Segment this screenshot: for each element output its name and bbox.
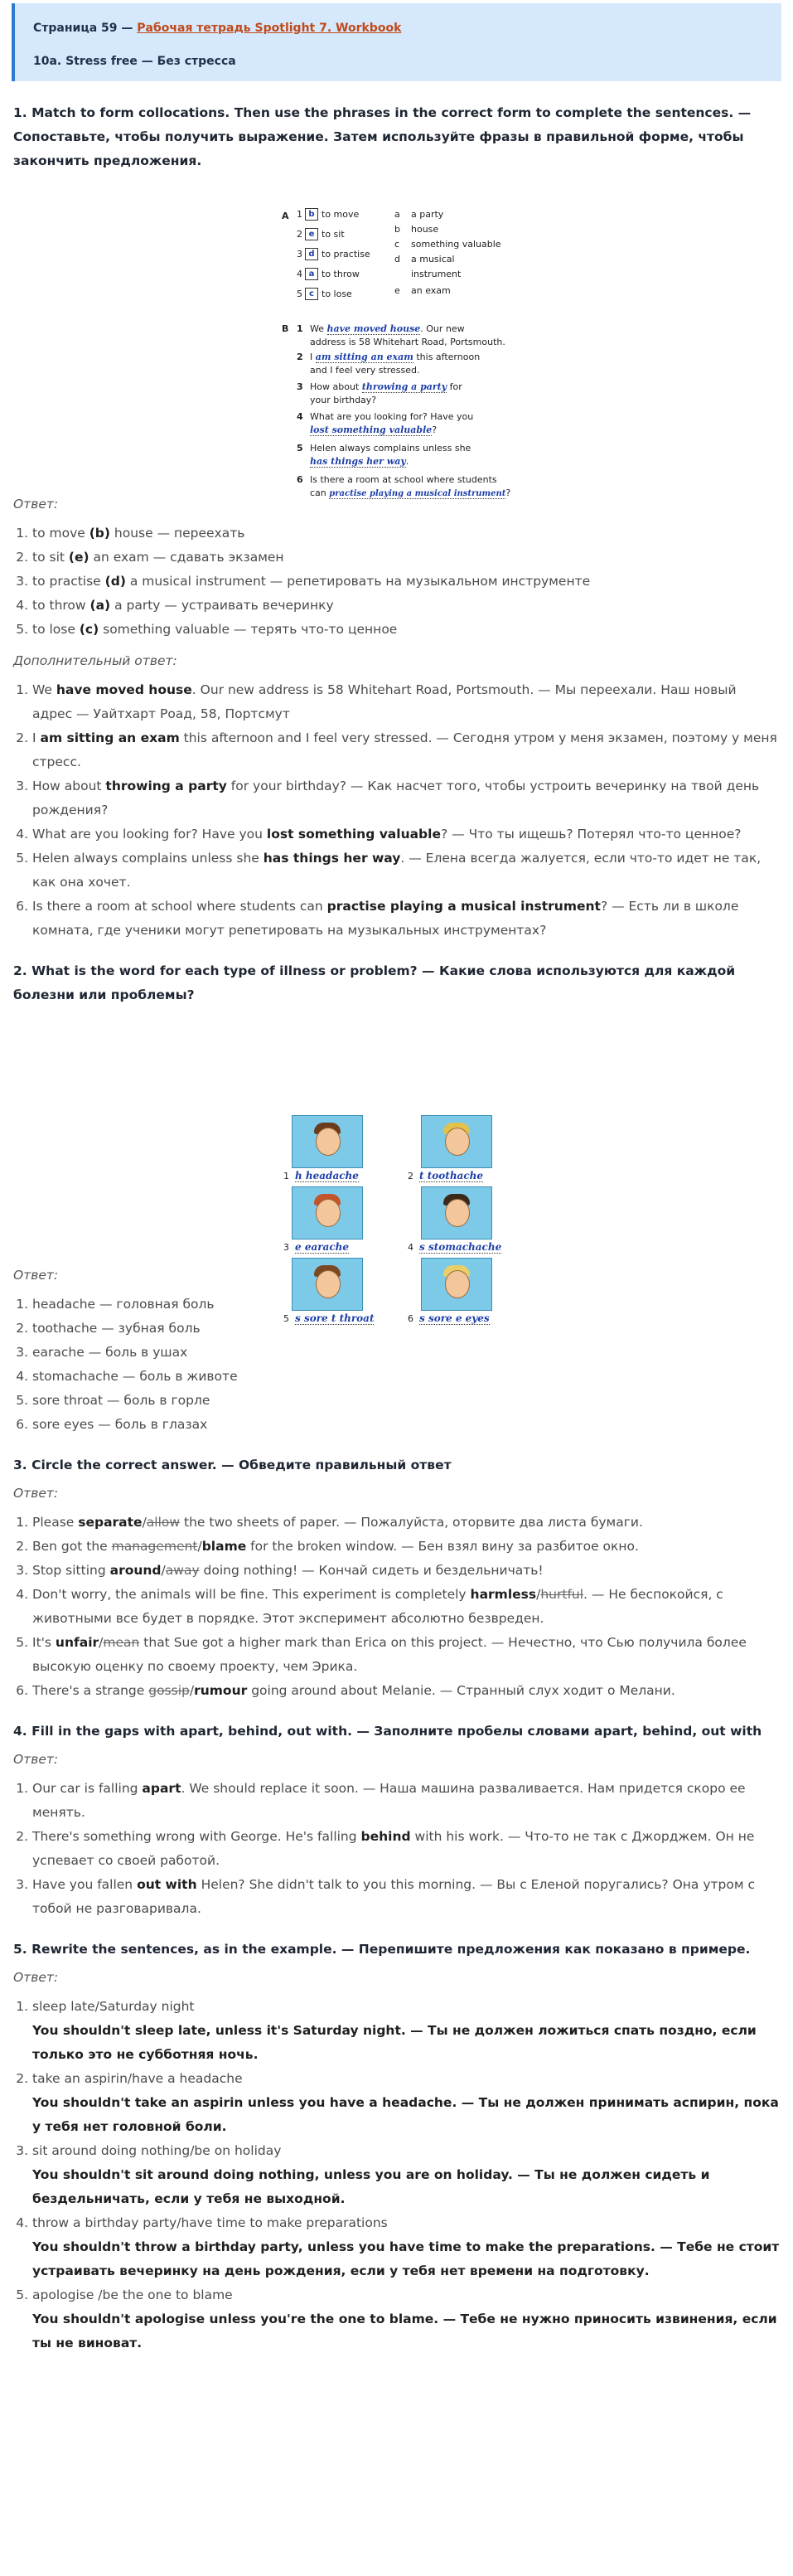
rewrite: You shouldn't take an aspirin unless you have a headache. — Ты не должен принимать аспирин, пока у тебя нет головной боли. — [32, 2095, 779, 2134]
answer-box: b — [305, 208, 318, 221]
rewrite: You shouldn't sit around doing nothing, unless you are on holiday. — Ты не должен сидеть и бездельничать, если у тебя не выходной. — [32, 2167, 710, 2206]
list-item: 2. There's something wrong with George. He's falling behind with his work. — Что-то не так с Джорджем. Он не успевает со своей работой. — [32, 1825, 780, 1873]
handwritten-answer: lost something valuable — [310, 424, 433, 435]
cue: 1. sleep late/Saturday night — [32, 1999, 195, 2014]
page-title — [33, 22, 763, 35]
caption: 3 e earache — [283, 1241, 350, 1253]
list-item: 6. There's a strange gossip/rumour going around about Melanie. — Странный слух ходит о Мелани. — [32, 1679, 780, 1703]
list-item — [32, 2067, 780, 2139]
list-item: 1. We have moved house. Our new address is 58 Whitehart Road, Portsmouth. — Мы переехали. Наш новый адрес — Уайтхарт Роад, 58, Портсмут — [32, 678, 780, 726]
page-header — [12, 3, 781, 81]
toothache-picture — [421, 1115, 492, 1168]
list-item: 6. sore eyes — боль в глазах — [32, 1413, 780, 1437]
handwritten-answer: have moved house — [326, 323, 421, 334]
label-b: B — [282, 323, 289, 334]
rewrite: You shouldn't throw a birthday party, unless you have time to make the preparations. — Тебе не стоит устраивать вечеринку на день рождения, если у тебя нет времени на подготовку. — [32, 2239, 780, 2278]
earache-picture — [292, 1186, 363, 1239]
task5-answer-list — [13, 1995, 780, 2355]
task1-answer-label: Ответ: — [13, 497, 59, 512]
task5-title: 5. Rewrite the sentences, as in the example. — Перепишите предложения как показано в примере. — [13, 1942, 751, 1957]
list-item — [32, 1995, 780, 2067]
list-item: 3. earache — боль в ушах — [32, 1341, 780, 1365]
list-item: 1. Our car is falling apart. We should replace it soon. — Наша машина разваливается. Нам придется скоро ее менять. — [32, 1777, 780, 1825]
list-item: 1. headache — головная боль — [32, 1293, 780, 1317]
list-item: 3. to practise (d) a musical instrument — репетировать на музыкальном инструменте — [32, 570, 780, 594]
page-prefix: Страница 59 — — [33, 22, 138, 35]
task3-title: 3. Circle the correct answer. — Обведите правильный ответ — [13, 1458, 452, 1472]
list-item: 5. sore throat — боль в горле — [32, 1389, 780, 1413]
caption: 6 s sore e eyes — [408, 1312, 490, 1324]
list-item: 5. to lose (c) something valuable — терять что-то ценное — [32, 618, 780, 642]
list-item: 4. What are you looking for? Have you lost something valuable? — Что ты ищешь? Потерял что-то ценное? — [32, 822, 780, 847]
task4-answer-label: Ответ: — [13, 1752, 59, 1767]
list-item: 5. It's unfair/mean that Sue got a higher mark than Erica on this project. — Нечестно, что Сью получила более высокую оценку по своему проекту, чем Эрика. — [32, 1631, 780, 1679]
list-item: 2. I am sitting an exam this afternoon and I feel very stressed. — Сегодня утром у меня экзамен, поэтому у меня стресс. — [32, 726, 780, 774]
list-item: 1. to move (b) house — переехать — [32, 522, 780, 546]
task4-answer-list — [13, 1777, 780, 1921]
list-item: 1. Please separate/allow the two sheets of paper. — Пожалуйста, оторвите два листа бумаги. — [32, 1511, 780, 1535]
task3-answer-list — [13, 1511, 780, 1703]
headache-picture — [292, 1115, 363, 1168]
caption: 1 h headache — [283, 1170, 359, 1181]
handwritten-answer: practise playing a musical instrument — [329, 489, 506, 498]
task5-answer-label: Ответ: — [13, 1970, 59, 1985]
task2-title: 2. What is the word for each type of illness or problem? — Какие слова используются для каждой болезни или проблемы? — [13, 963, 736, 1002]
sore-throat-picture — [292, 1258, 363, 1311]
task1-answer-list — [13, 522, 780, 642]
cue: 3. sit around doing nothing/be on holiday — [32, 2143, 282, 2158]
answer-box: a — [305, 268, 318, 280]
sore-eyes-picture — [421, 1258, 492, 1311]
list-item: 2. toothache — зубная боль — [32, 1317, 780, 1341]
rewrite: You shouldn't apologise unless you're the one to blame. — Тебе не нужно приносить извинения, если ты не виноват. — [32, 2312, 777, 2350]
label-a: A — [282, 211, 289, 221]
handwritten-answer: has things her way — [310, 456, 406, 467]
list-item — [32, 2211, 780, 2283]
list-item: 4. stomachache — боль в животе — [32, 1365, 780, 1389]
task1-worksheet-image: A 1 b to move 2 e to sit 3 d to practise 4 a to throw 5 c to lose a a party b house c something valuable d a musical instrument e an exam B 1 We have moved house. Our new address is 58 Whitehart Road, Portsmouth. 2 I am sitting an exam this afternoon and I feel very stressed. 3 How about throwing a party for your birthday? 4 What are you looking for? Have you lost something valuable? 5 Helen always complains unless she has things her way. 6 Is there a room at school where students can practise playing a musical instrument? — [282, 209, 511, 498]
list-item: 2. Ben got the management/blame for the broken window. — Бен взял вину за разбитое окно. — [32, 1535, 780, 1559]
list-item: 2. to sit (e) an exam — сдавать экзамен — [32, 546, 780, 570]
task2-illness-image — [283, 1109, 507, 1341]
task4-title: 4. Fill in the gaps with apart, behind, out with. — Заполните пробелы словами apart, behind, out with — [13, 1724, 762, 1739]
workbook-link[interactable]: Рабочая тетрадь Spotlight 7. Workbook — [137, 22, 402, 35]
task1-title: 1. Match to form collocations. Then use the phrases in the correct form to complete the sentences. — Сопоставьте, чтобы получить выражение. Затем используйте фразы в правильной форме, чтобы закончить предложения. — [13, 105, 752, 168]
lesson-title: 10a. Stress free — Без стресса — [33, 55, 236, 68]
caption: 4 s stomachache — [408, 1241, 502, 1253]
answer-box: c — [305, 288, 318, 300]
caption: 2 t toothache — [408, 1170, 483, 1181]
cue: 4. throw a birthday party/have time to make preparations — [32, 2215, 388, 2230]
cue: 5. apologise /be the one to blame — [32, 2287, 233, 2302]
list-item: 3. How about throwing a party for your birthday? — Как насчет того, чтобы устроить вечеринку на твой день рождения? — [32, 774, 780, 822]
list-item: 3. Stop sitting around/away doing nothing! — Кончай сидеть и бездельничать! — [32, 1559, 780, 1583]
task1-extra-label: Дополнительный ответ: — [13, 653, 177, 668]
list-item: 4. Don't worry, the animals will be fine. This experiment is completely harmless/hurtful. — Не беспокойся, с животными все будет в порядке. Этот эксперимент абсолютно безвреден. — [32, 1583, 780, 1631]
stomachache-picture — [421, 1186, 492, 1239]
task3-answer-label: Ответ: — [13, 1486, 59, 1501]
handwritten-answer: am sitting an exam — [315, 352, 413, 362]
list-item: 5. Helen always complains unless she has things her way. — Елена всегда жалуется, если что-то идет не так, как она хочет. — [32, 847, 780, 895]
list-item — [32, 2283, 780, 2355]
cue: 2. take an aspirin/have a headache — [32, 2071, 243, 2086]
list-item — [32, 2139, 780, 2211]
list-item: 3. Have you fallen out with Helen? She didn't talk to you this morning. — Вы с Еленой поругались? Она утром с тобой не разговаривала. — [32, 1873, 780, 1921]
handwritten-answer: throwing a party — [361, 381, 447, 392]
list-item: 4. to throw (a) a party — устраивать вечеринку — [32, 594, 780, 618]
caption: 5 s sore t throat — [283, 1312, 375, 1324]
answer-box: e — [305, 228, 318, 240]
task1-extra-list — [13, 678, 780, 943]
rewrite: You shouldn't sleep late, unless it's Saturday night. — Ты не должен ложиться спать поздно, если только это не субботняя ночь. — [32, 2023, 757, 2062]
list-item: 6. Is there a room at school where students can practise playing a musical instrument? — Есть ли в школе комната, где ученики могут репетировать на музыкальных инструментах? — [32, 895, 780, 943]
answer-box: d — [305, 248, 318, 260]
task2-answer-label: Ответ: — [13, 1268, 59, 1283]
